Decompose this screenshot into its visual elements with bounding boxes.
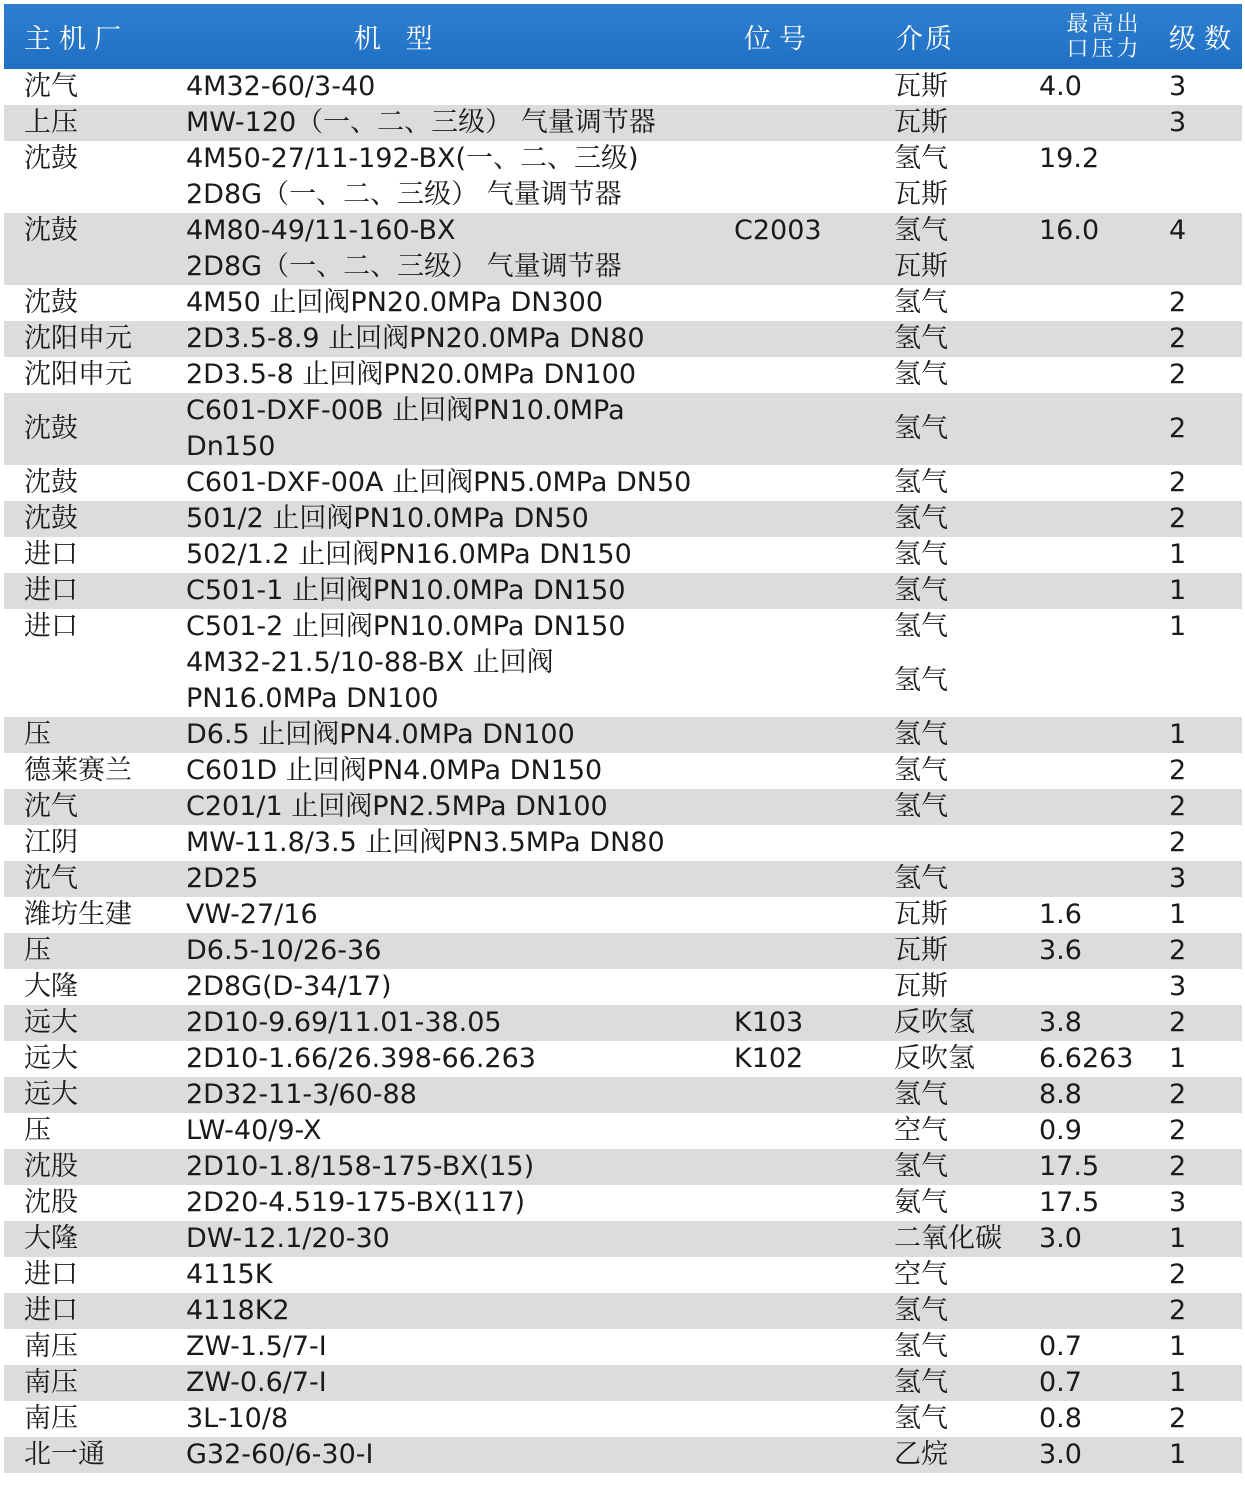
cell-manufacturer: 远大 (24, 1079, 78, 1110)
cell-medium-line: 空气 (894, 1115, 948, 1146)
cell-stages: 2 (1169, 467, 1187, 498)
cell-medium-line: 氢气 (894, 755, 948, 786)
cell-model (184, 537, 734, 573)
cell-medium-line: 瓦斯 (894, 899, 948, 930)
cell-medium-line: 氨气 (894, 1187, 948, 1218)
cell-stages: 1 (1169, 1331, 1187, 1362)
cell-medium (894, 141, 1039, 213)
cell-medium-line: 氢气 (894, 791, 948, 822)
cell-stages: 1 (1169, 899, 1187, 930)
cell-pressure: 17.5 (1039, 1187, 1100, 1218)
table-row (4, 1113, 1242, 1149)
cell-medium (894, 1365, 1039, 1401)
cell-model-line: 2D3.5-8.9 止回阀PN20.0MPa DN80 (186, 323, 645, 354)
cell-manufacturer: 沈股 (24, 1151, 78, 1182)
cell-manufacturer: 江阴 (24, 827, 78, 858)
cell-model (184, 933, 734, 969)
table-row (4, 537, 1242, 573)
cell-model-line: C601-DXF-00B 止回阀PN10.0MPa (186, 395, 625, 426)
cell-manufacturer: 沈鼓 (24, 503, 78, 534)
cell-medium (894, 933, 1039, 969)
cell-medium-line: 氢气 (894, 359, 948, 390)
table-row (4, 1257, 1242, 1293)
table-row (4, 1185, 1242, 1221)
cell-medium (894, 537, 1039, 573)
table-body (4, 69, 1242, 1473)
cell-model (184, 393, 734, 465)
table-row (4, 969, 1242, 1005)
cell-stages: 2 (1169, 755, 1187, 786)
cell-medium (894, 1113, 1039, 1149)
cell-stages: 1 (1169, 719, 1187, 750)
cell-model (184, 1005, 734, 1041)
table-row (4, 1401, 1242, 1437)
cell-position: C2003 (734, 215, 822, 246)
cell-model (184, 285, 734, 321)
cell-manufacturer: 压 (24, 719, 51, 750)
cell-stages: 3 (1169, 971, 1187, 1002)
cell-model (184, 321, 734, 357)
cell-manufacturer: 沈气 (24, 71, 78, 102)
cell-stages: 2 (1169, 413, 1187, 444)
cell-model-line: 2D8G（一、二、三级） 气量调节器 (186, 179, 622, 210)
cell-pressure: 17.5 (1039, 1151, 1100, 1182)
cell-model-line: 2D8G(D-34/17) (186, 971, 392, 1002)
cell-model (184, 69, 734, 105)
table-row (4, 501, 1242, 537)
cell-model-line: Dn150 (186, 431, 276, 462)
cell-medium-line: 氢气 (894, 611, 948, 642)
table-row (4, 105, 1242, 141)
cell-medium-line: 反吹氢 (894, 1007, 975, 1038)
cell-model (184, 1365, 734, 1401)
cell-model-line: DW-12.1/20-30 (186, 1223, 390, 1254)
cell-model-line: 2D20-4.519-175-BX(117) (186, 1187, 526, 1218)
cell-manufacturer: 远大 (24, 1007, 78, 1038)
table-row (4, 285, 1242, 321)
cell-medium (894, 609, 1039, 645)
cell-model-line: C601-DXF-00A 止回阀PN5.0MPa DN50 (186, 467, 692, 498)
table-row (4, 1005, 1242, 1041)
cell-model (184, 717, 734, 753)
cell-medium-line: 氢气 (894, 863, 948, 894)
cell-pressure: 3.6 (1039, 935, 1082, 966)
cell-stages: 1 (1169, 539, 1187, 570)
cell-medium (894, 573, 1039, 609)
cell-stages: 2 (1169, 1079, 1187, 1110)
table-row (4, 357, 1242, 393)
cell-medium (894, 321, 1039, 357)
cell-stages: 1 (1169, 611, 1187, 642)
cell-model (184, 573, 734, 609)
cell-model (184, 1077, 734, 1113)
cell-medium (894, 1293, 1039, 1329)
cell-stages: 3 (1169, 107, 1187, 138)
table-row (4, 1077, 1242, 1113)
cell-medium (894, 969, 1039, 1005)
cell-medium (894, 897, 1039, 933)
cell-manufacturer: 北一通 (24, 1439, 105, 1470)
table-row (4, 1329, 1242, 1365)
cell-stages: 2 (1169, 323, 1187, 354)
cell-model-line: 2D10-9.69/11.01-38.05 (186, 1007, 502, 1038)
cell-model-line: C601D 止回阀PN4.0MPa DN150 (186, 755, 603, 786)
cell-medium (894, 753, 1039, 789)
table-row (4, 1293, 1242, 1329)
cell-pressure: 16.0 (1039, 215, 1100, 246)
cell-pressure: 0.7 (1039, 1367, 1082, 1398)
cell-stages: 2 (1169, 1259, 1187, 1290)
header-manufacturer: 主机厂 (24, 24, 129, 55)
cell-medium-line: 二氧化碳 (894, 1223, 1002, 1254)
cell-medium (894, 789, 1039, 825)
cell-manufacturer: 沈股 (24, 1187, 78, 1218)
cell-pressure: 8.8 (1039, 1079, 1082, 1110)
cell-manufacturer: 压 (24, 935, 51, 966)
cell-position: K103 (734, 1007, 804, 1038)
table-row (4, 141, 1242, 213)
cell-stages: 2 (1169, 827, 1187, 858)
cell-medium (894, 1257, 1039, 1293)
cell-medium-line: 氢气 (894, 1295, 948, 1326)
cell-stages: 3 (1169, 863, 1187, 894)
cell-model (184, 609, 734, 645)
cell-model (184, 105, 734, 141)
cell-medium (894, 1221, 1039, 1257)
cell-pressure: 3.0 (1039, 1223, 1082, 1254)
cell-manufacturer: 沈阳申元 (24, 323, 132, 354)
cell-model-line: MW-120（一、二、三级） 气量调节器 (186, 107, 656, 138)
cell-stages: 1 (1169, 1223, 1187, 1254)
header-pressure-line1: 最高出 (1066, 11, 1142, 37)
cell-manufacturer: 南压 (24, 1367, 78, 1398)
cell-model (184, 861, 734, 897)
cell-model (184, 897, 734, 933)
cell-pressure: 0.8 (1039, 1403, 1082, 1434)
header-position: 位号 (744, 24, 814, 55)
cell-stages: 2 (1169, 1295, 1187, 1326)
cell-model (184, 753, 734, 789)
cell-medium-line: 氢气 (894, 539, 948, 570)
cell-model (184, 1149, 734, 1185)
cell-pressure: 3.0 (1039, 1439, 1082, 1470)
cell-model-line: D6.5 止回阀PN4.0MPa DN100 (186, 719, 575, 750)
cell-medium-line: 氢气 (894, 1079, 948, 1110)
cell-pressure: 3.8 (1039, 1007, 1082, 1038)
cell-model-line: LW-40/9-X (186, 1115, 322, 1146)
cell-medium (894, 1185, 1039, 1221)
cell-model-line: C201/1 止回阀PN2.5MPa DN100 (186, 791, 608, 822)
cell-manufacturer: 远大 (24, 1043, 78, 1074)
cell-medium (894, 1077, 1039, 1113)
cell-stages: 1 (1169, 575, 1187, 606)
cell-medium (894, 105, 1039, 141)
cell-medium-line: 氢气 (894, 467, 948, 498)
cell-medium-line: 瓦斯 (894, 935, 948, 966)
cell-model-line: C501-2 止回阀PN10.0MPa DN150 (186, 611, 626, 642)
cell-model (184, 1221, 734, 1257)
cell-medium-line: 氢气 (894, 323, 948, 354)
cell-model-line: 4M32-60/3-40 (186, 71, 376, 102)
cell-medium-line: 氢气 (894, 413, 948, 444)
cell-model-line: ZW-0.6/7-I (186, 1367, 327, 1398)
cell-manufacturer: 沈鼓 (24, 215, 78, 246)
table-row (4, 861, 1242, 897)
cell-model (184, 789, 734, 825)
cell-medium (894, 1329, 1039, 1365)
cell-medium-line: 瓦斯 (894, 179, 948, 210)
cell-model (184, 969, 734, 1005)
cell-manufacturer: 上压 (24, 107, 78, 138)
cell-stages: 2 (1169, 935, 1187, 966)
cell-pressure: 19.2 (1039, 143, 1100, 174)
header-pressure-line2: 口压力 (1066, 36, 1142, 62)
cell-model (184, 1113, 734, 1149)
cell-model-line: MW-11.8/3.5 止回阀PN3.5MPa DN80 (186, 827, 665, 858)
cell-manufacturer: 潍坊生建 (24, 899, 132, 930)
table-row (4, 789, 1242, 825)
cell-stages: 1 (1169, 1043, 1187, 1074)
cell-pressure: 0.9 (1039, 1115, 1082, 1146)
cell-model (184, 213, 734, 285)
cell-stages: 2 (1169, 1007, 1187, 1038)
cell-medium (894, 1149, 1039, 1185)
cell-model-line: 4M50-27/11-192-BX(一、二、三级) (186, 143, 639, 174)
cell-medium-line: 氢气 (894, 215, 948, 246)
cell-stages: 3 (1169, 71, 1187, 102)
cell-manufacturer: 沈气 (24, 863, 78, 894)
cell-model-line: 2D10-1.66/26.398-66.263 (186, 1043, 536, 1074)
cell-manufacturer: 进口 (24, 1295, 78, 1326)
cell-medium (894, 213, 1039, 285)
cell-model-line: PN16.0MPa DN100 (186, 683, 439, 714)
cell-manufacturer: 沈阳申元 (24, 359, 132, 390)
cell-model-line: 4M80-49/11-160-BX (186, 215, 456, 246)
cell-medium-line: 空气 (894, 1259, 948, 1290)
cell-manufacturer: 沈气 (24, 791, 78, 822)
cell-stages: 2 (1169, 503, 1187, 534)
cell-medium-line: 氢气 (894, 575, 948, 606)
cell-stages: 2 (1169, 1403, 1187, 1434)
compressor-table (4, 4, 1242, 1473)
cell-stages: 1 (1169, 1367, 1187, 1398)
table-row (4, 213, 1242, 285)
cell-medium-line: 瓦斯 (894, 107, 948, 138)
cell-manufacturer: 沈鼓 (24, 143, 78, 174)
cell-medium-line: 氢气 (894, 1151, 948, 1182)
cell-medium (894, 1005, 1039, 1041)
cell-model-line: VW-27/16 (186, 899, 318, 930)
cell-medium-line: 氢气 (894, 1403, 948, 1434)
cell-model (184, 1329, 734, 1365)
table-row (4, 321, 1242, 357)
cell-pressure: 4.0 (1039, 71, 1082, 102)
table-row (4, 573, 1242, 609)
cell-model-line: 2D8G（一、二、三级） 气量调节器 (186, 251, 622, 282)
cell-model-line: 4M32-21.5/10-88-BX 止回阀 (186, 647, 554, 678)
cell-medium-line: 乙烷 (894, 1439, 948, 1470)
cell-model (184, 1401, 734, 1437)
table-row (4, 1221, 1242, 1257)
cell-model-line: G32-60/6-30-I (186, 1439, 374, 1470)
cell-medium (894, 861, 1039, 897)
cell-medium (894, 1041, 1039, 1077)
cell-manufacturer: 沈鼓 (24, 467, 78, 498)
cell-medium (894, 1401, 1039, 1437)
cell-medium-line: 氢气 (894, 143, 948, 174)
cell-model (184, 1041, 734, 1077)
cell-stages: 1 (1169, 1439, 1187, 1470)
cell-medium-line: 瓦斯 (894, 971, 948, 1002)
cell-medium (894, 465, 1039, 501)
cell-model (184, 825, 734, 861)
cell-model (184, 141, 734, 213)
cell-manufacturer: 南压 (24, 1331, 78, 1362)
table-row (4, 465, 1242, 501)
cell-manufacturer: 进口 (24, 611, 78, 642)
table-row (4, 933, 1242, 969)
cell-stages: 3 (1169, 1187, 1187, 1218)
cell-model (184, 1437, 734, 1473)
cell-model (184, 357, 734, 393)
cell-medium-line: 反吹氢 (894, 1043, 975, 1074)
cell-medium-line: 氢气 (894, 665, 948, 696)
cell-model (184, 1293, 734, 1329)
cell-manufacturer: 进口 (24, 575, 78, 606)
cell-manufacturer: 进口 (24, 1259, 78, 1290)
cell-model-line: 4M50 止回阀PN20.0MPa DN300 (186, 287, 604, 318)
cell-medium (894, 501, 1039, 537)
cell-model (184, 645, 734, 717)
cell-manufacturer: 沈鼓 (24, 287, 78, 318)
cell-medium (894, 717, 1039, 753)
cell-stages: 2 (1169, 1151, 1187, 1182)
table-row (4, 609, 1242, 645)
table-row (4, 1149, 1242, 1185)
cell-model (184, 1185, 734, 1221)
cell-manufacturer: 大隆 (24, 1223, 78, 1254)
header-pressure (1039, 12, 1169, 62)
cell-pressure: 6.6263 (1039, 1043, 1134, 1074)
cell-medium (894, 285, 1039, 321)
cell-medium-line: 氢气 (894, 1367, 948, 1398)
cell-model-line: C501-1 止回阀PN10.0MPa DN150 (186, 575, 626, 606)
table-row (4, 717, 1242, 753)
table-row (4, 645, 1242, 717)
table-row (4, 393, 1242, 465)
cell-medium (894, 1437, 1039, 1473)
header-stages: 级数 (1169, 24, 1239, 55)
table-header (4, 4, 1242, 69)
cell-manufacturer: 进口 (24, 539, 78, 570)
cell-model-line: D6.5-10/26-36 (186, 935, 382, 966)
cell-medium (894, 69, 1039, 105)
cell-model-line: 4118K2 (186, 1295, 290, 1326)
cell-medium-line: 瓦斯 (894, 251, 948, 282)
cell-model-line: 4115K (186, 1259, 273, 1290)
cell-model-line: 2D10-1.8/158-175-BX(15) (186, 1151, 535, 1182)
table-row (4, 1437, 1242, 1473)
cell-stages: 2 (1169, 791, 1187, 822)
table-row (4, 1041, 1242, 1077)
cell-medium-line: 氢气 (894, 1331, 948, 1362)
cell-medium (894, 357, 1039, 393)
cell-position: K102 (734, 1043, 804, 1074)
cell-medium-line: 氢气 (894, 719, 948, 750)
cell-stages: 2 (1169, 359, 1187, 390)
cell-medium-line: 瓦斯 (894, 71, 948, 102)
cell-stages: 4 (1169, 215, 1187, 246)
cell-pressure: 0.7 (1039, 1331, 1082, 1362)
cell-model (184, 465, 734, 501)
cell-model (184, 501, 734, 537)
cell-pressure: 1.6 (1039, 899, 1082, 930)
table-row (4, 69, 1242, 105)
cell-model-line: 502/1.2 止回阀PN16.0MPa DN150 (186, 539, 632, 570)
cell-manufacturer: 南压 (24, 1403, 78, 1434)
cell-model-line: 501/2 止回阀PN10.0MPa DN50 (186, 503, 589, 534)
cell-manufacturer: 大隆 (24, 971, 78, 1002)
cell-medium (894, 663, 1039, 699)
table-row (4, 897, 1242, 933)
header-medium: 介质 (896, 24, 954, 55)
cell-stages: 2 (1169, 287, 1187, 318)
cell-medium (894, 411, 1039, 447)
cell-model-line: 2D3.5-8 止回阀PN20.0MPa DN100 (186, 359, 637, 390)
cell-manufacturer: 德莱赛兰 (24, 755, 132, 786)
cell-manufacturer: 压 (24, 1115, 51, 1146)
cell-manufacturer: 沈鼓 (24, 413, 78, 444)
cell-medium-line: 氢气 (894, 503, 948, 534)
cell-medium-line: 氢气 (894, 287, 948, 318)
table-row (4, 1365, 1242, 1401)
table-row (4, 753, 1242, 789)
cell-model (184, 1257, 734, 1293)
cell-model-line: ZW-1.5/7-I (186, 1331, 327, 1362)
cell-model-line: 3L-10/8 (186, 1403, 289, 1434)
cell-model-line: 2D32-11-3/60-88 (186, 1079, 417, 1110)
cell-stages: 2 (1169, 1115, 1187, 1146)
header-model: 机 型 (354, 24, 441, 55)
table-row (4, 825, 1242, 861)
cell-model-line: 2D25 (186, 863, 259, 894)
